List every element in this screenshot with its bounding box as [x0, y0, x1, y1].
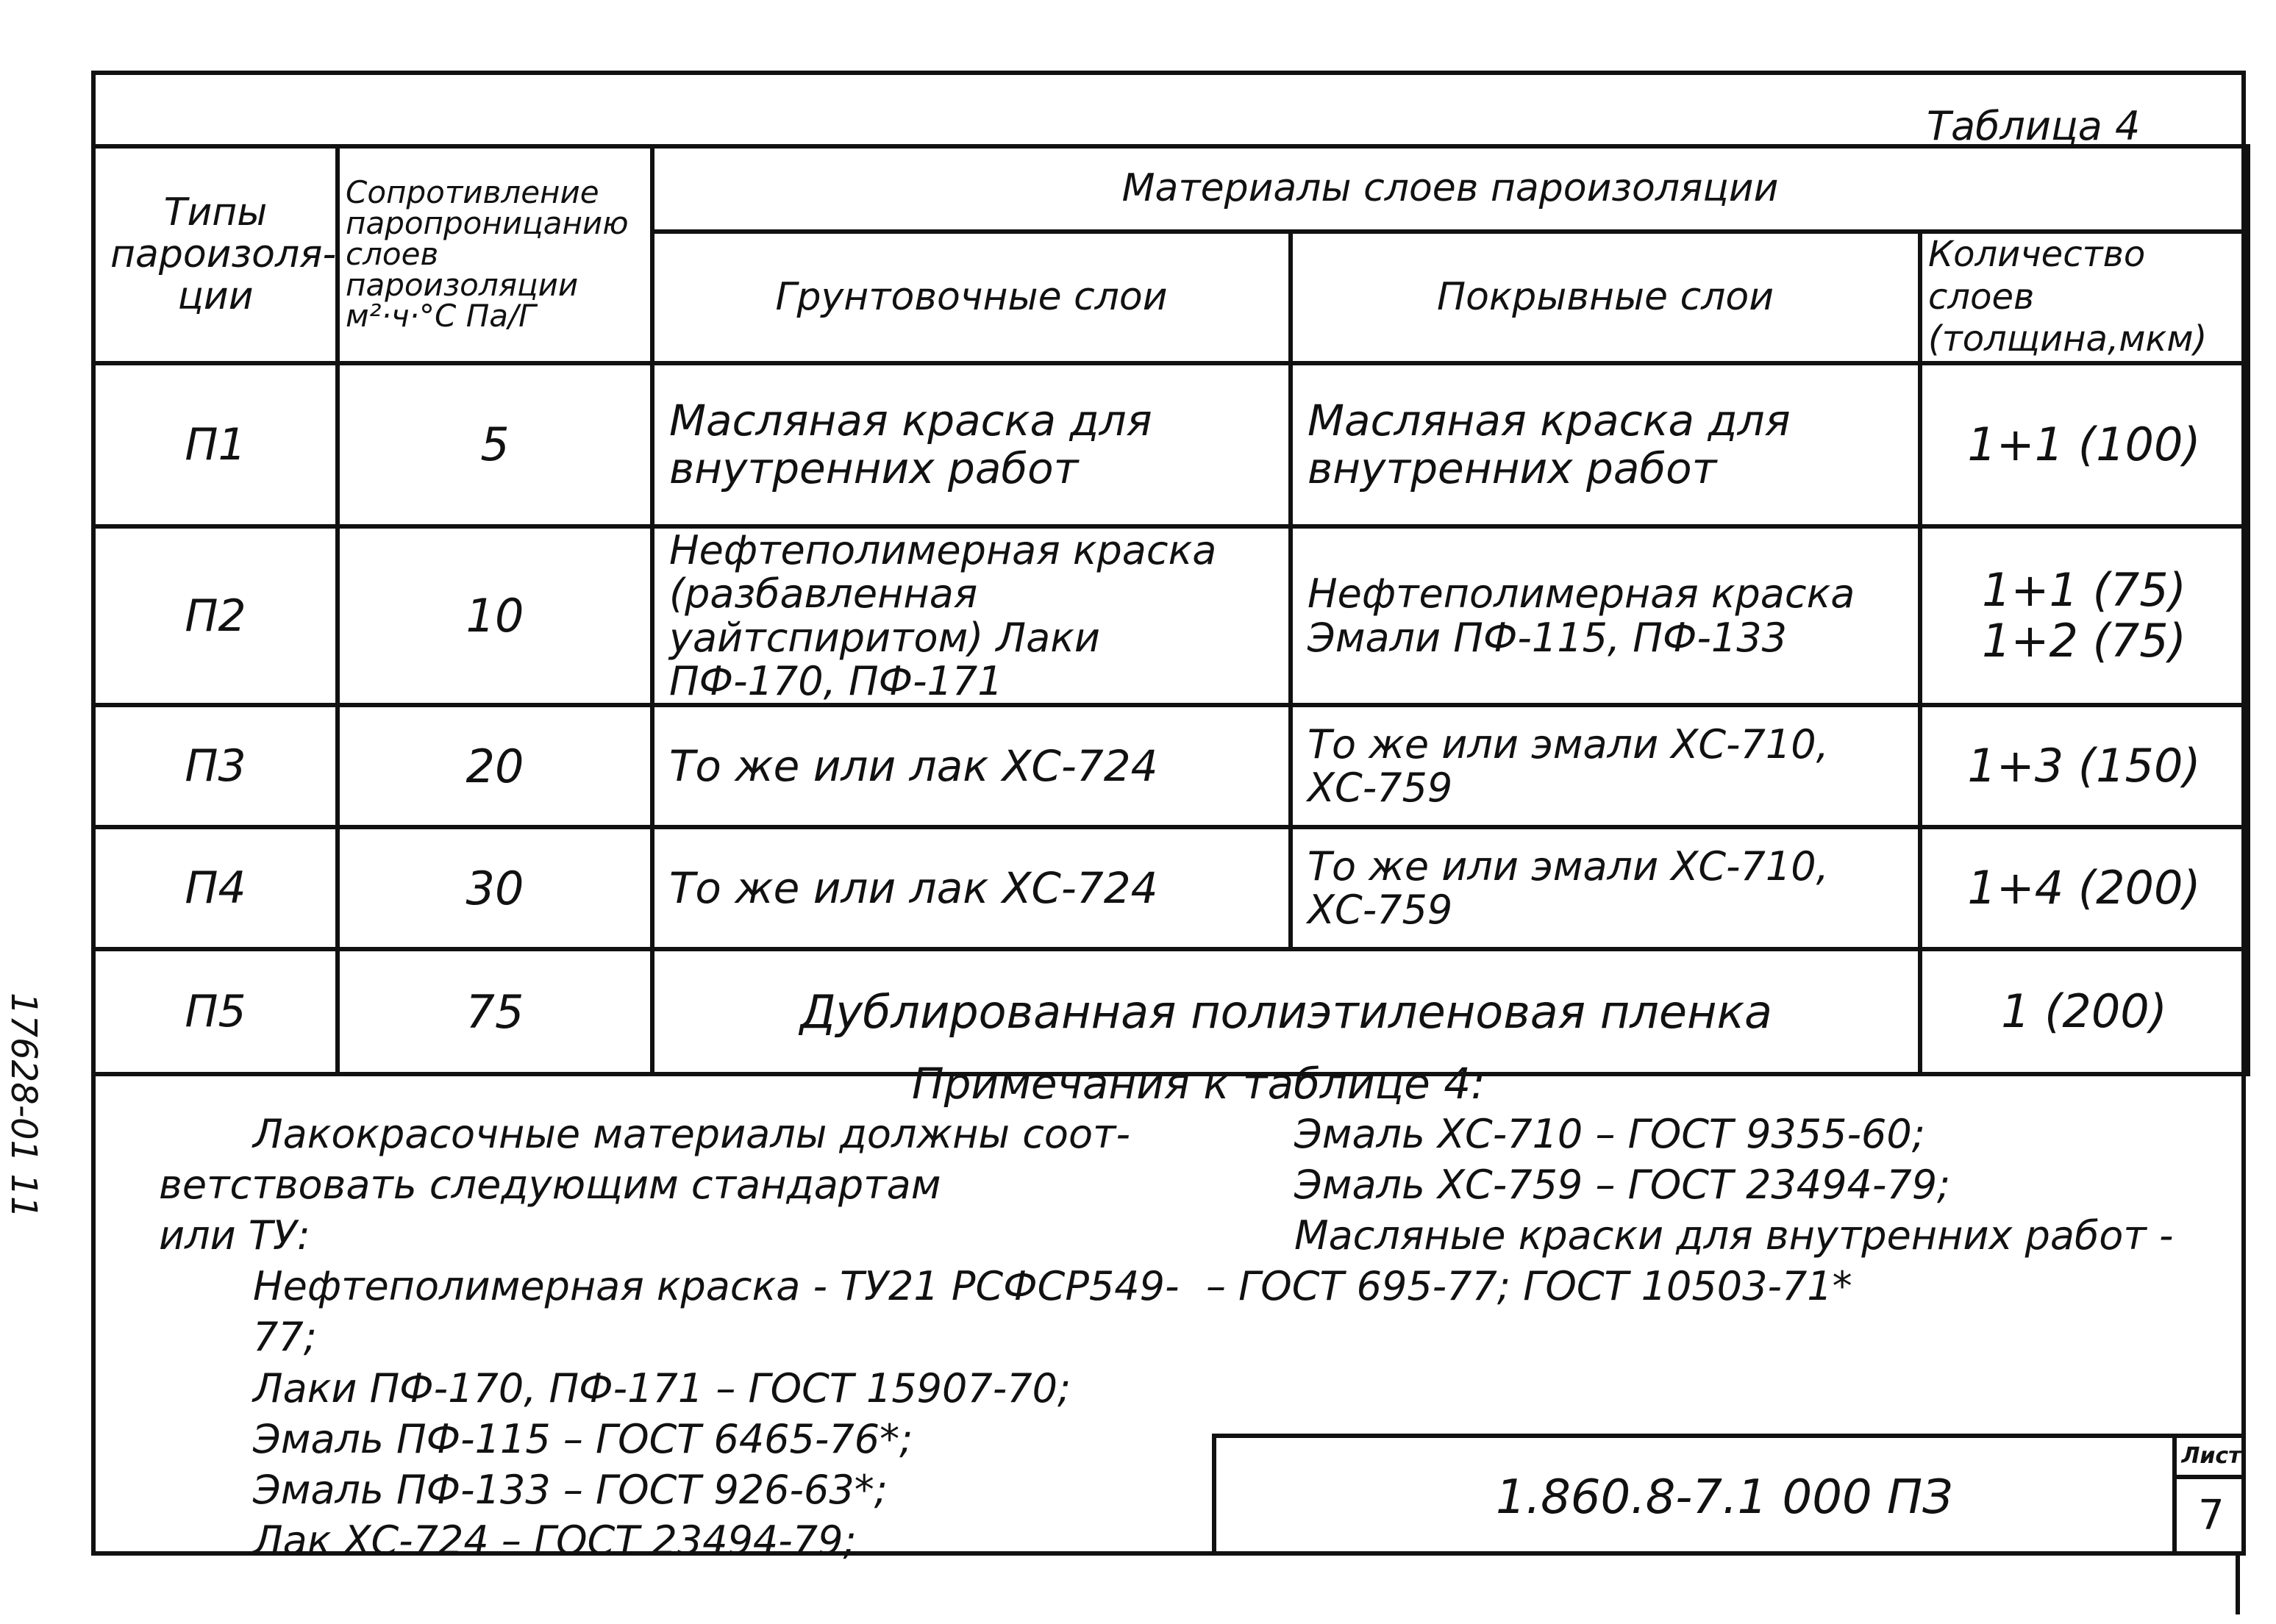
primer-cell: Масляная краска для внутренних работ	[652, 363, 1291, 526]
type-cell: П4	[93, 827, 338, 949]
layers-cell: 1+1 (100)	[1920, 363, 2248, 526]
primer-cell: То же или лак ХС-724	[652, 705, 1291, 827]
note-line: Эмаль ПФ-115 – ГОСТ 6465-76*;	[253, 1415, 913, 1462]
cover-cell: То же или эмали ХС-710, ХС-759	[1291, 827, 1920, 949]
side-registration-code: 17628-01 11	[3, 992, 44, 1219]
resistance-cell: 20	[338, 705, 652, 827]
note-line: Эмаль ХС-759 – ГОСТ 23494-79;	[1294, 1162, 1951, 1209]
merged-material-cell: Дублированная полиэтиленовая пленка	[652, 949, 1920, 1074]
table-row	[93, 526, 2248, 706]
header-row-1	[93, 146, 2248, 232]
type-cell: П2	[93, 526, 338, 706]
sheet-box	[2172, 1438, 2246, 1556]
header-resistance: Сопротивление паропроницанию слоев пароизоляции м²·ч·°С Па/Г	[338, 146, 652, 363]
type-cell: П3	[93, 705, 338, 827]
notes-right-column	[1206, 1109, 2221, 1312]
primer-cell: Нефтеполимерная краска (разбавленная уайтспиритом) Лаки ПФ-170, ПФ-171	[652, 526, 1291, 706]
header-primer: Грунтовочные слои	[652, 232, 1291, 363]
note-line: Лакокрасочные материалы должны соот-	[253, 1111, 1130, 1157]
table-row	[93, 827, 2248, 949]
note-line: Лаки ПФ-170, ПФ-171 – ГОСТ 15907-70;	[253, 1364, 1071, 1412]
cover-cell: То же или эмали ХС-710, ХС-759	[1291, 705, 1920, 827]
type-cell: П5	[93, 949, 338, 1074]
table-title: Таблица 4	[1927, 103, 2141, 149]
note-line: Эмаль ХС-710 – ГОСТ 9355-60;	[1294, 1111, 1925, 1157]
note-line: Лак ХС-724 – ГОСТ 23494-79;	[253, 1517, 857, 1564]
edge-tick	[2236, 1556, 2240, 1614]
resistance-cell: 30	[338, 827, 652, 949]
type-cell: П1	[93, 363, 338, 526]
table-row	[93, 363, 2248, 526]
header-types: Типы пароизоля-ции	[93, 146, 338, 363]
note-line: Эмаль ПФ-133 – ГОСТ 926-63*;	[253, 1466, 888, 1513]
vapor-barrier-table	[91, 144, 2250, 1076]
document-code: 1.860.8-7.1 000 ПЗ	[1496, 1470, 1953, 1525]
resistance-cell: 10	[338, 526, 652, 706]
header-layers: Количество слоев (толщина,мкм)	[1920, 232, 2248, 363]
cover-cell: Нефтеполимерная краска Эмали ПФ-115, ПФ-133	[1291, 526, 1920, 706]
layers-cell: 1 (200)	[1920, 949, 2248, 1074]
cover-cell: Масляная краска для внутренних работ	[1291, 363, 1920, 526]
header-cover: Покрывные слои	[1291, 232, 1920, 363]
sheet-number: 7	[2198, 1492, 2225, 1539]
note-line: ветствовать следующим стандартам	[159, 1162, 941, 1209]
resistance-cell: 5	[338, 363, 652, 526]
title-block	[1212, 1434, 2246, 1556]
note-line: Нефтеполимерная краска - ТУ21 РСФСР549-77;	[253, 1263, 1180, 1361]
layers-cell: 1+4 (200)	[1920, 827, 2248, 949]
notes-left-column	[159, 1109, 1225, 1566]
sheet-label: Лист	[2177, 1438, 2246, 1479]
resistance-cell: 75	[338, 949, 652, 1074]
table-row	[93, 705, 2248, 827]
primer-cell: То же или лак ХС-724	[652, 827, 1291, 949]
layers-cell: 1+1 (75) 1+2 (75)	[1920, 526, 2248, 706]
table-row	[93, 949, 2248, 1074]
header-materials: Материалы слоев пароизоляции	[652, 146, 2248, 232]
layers-cell: 1+3 (150)	[1920, 705, 2248, 827]
note-line: – ГОСТ 695-77; ГОСТ 10503-71*	[1206, 1263, 1852, 1310]
notes-title: Примечания к таблице 4:	[912, 1059, 1485, 1109]
note-line: или ТУ:	[159, 1212, 310, 1259]
note-line: Масляные краски для внутренних работ -	[1294, 1212, 2174, 1259]
